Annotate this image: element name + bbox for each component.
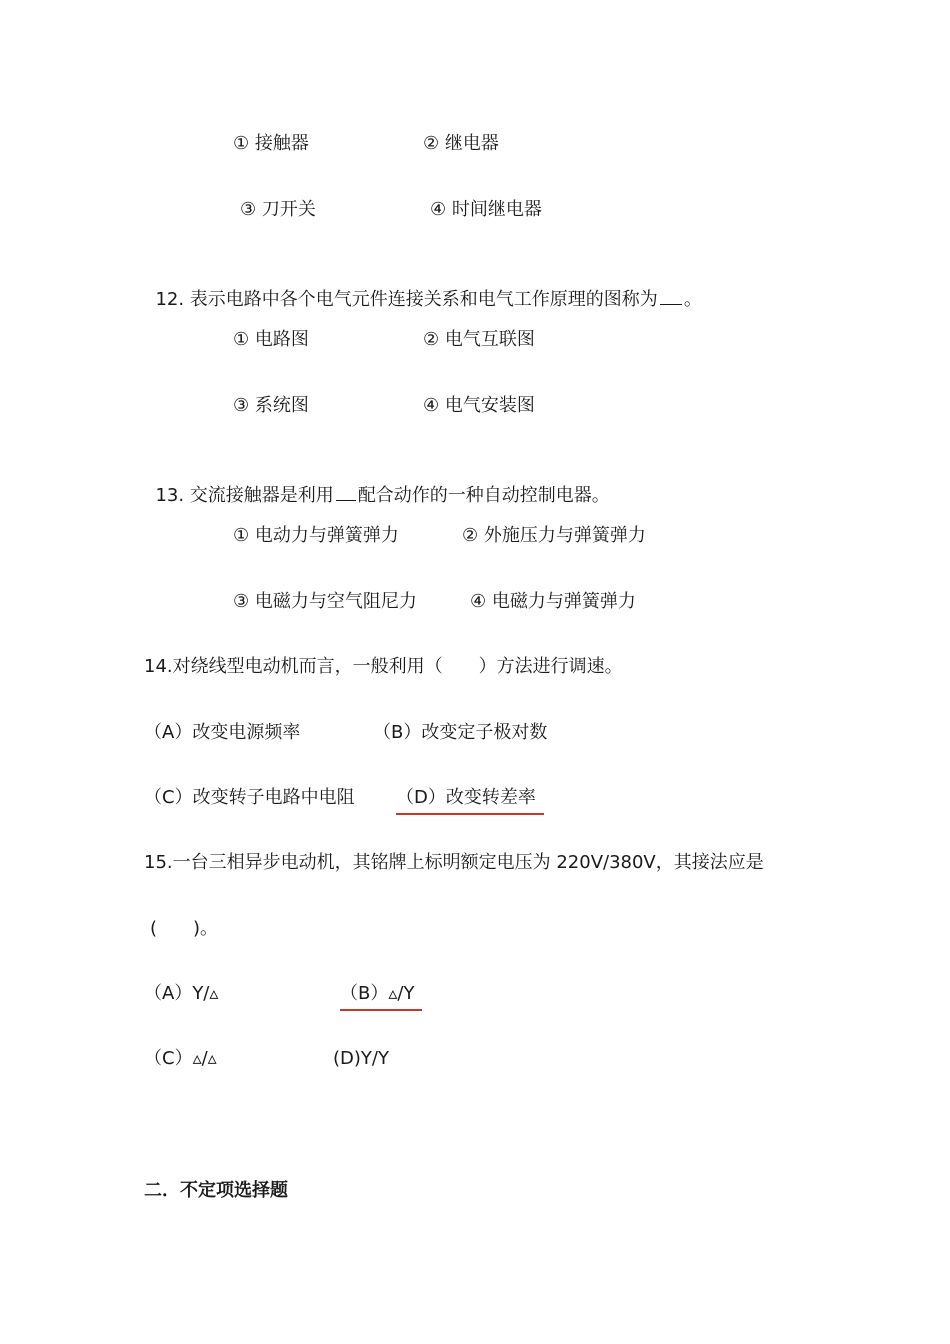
q13-option-1: ① 电动力与弹簧弹力 [233,525,399,546]
q14-option-a: （A）改变电源频率 [144,722,301,743]
q14-stem: 14.对绕线型电动机而言，一般利用（ ）方法进行调速。 [144,656,623,677]
q14-option-b: （B）改变定子极对数 [373,722,548,743]
q12-option-2: ② 电气互联图 [423,329,535,350]
q12-option-3: ③ 系统图 [233,395,309,416]
q13-answer-blank [336,482,356,501]
q15-option-d: (D)Y/Y [333,1048,389,1069]
q11-option-3: ③ 刀开关 [240,199,316,220]
q15-stem-continued: ( )。 [150,918,219,939]
q15-option-a: （A）Y/▵ [144,983,219,1004]
q15-answer-underline [340,1009,422,1011]
q15-option-b: （B）▵/Y [340,983,415,1004]
q15-option-c: （C）▵/▵ [144,1048,217,1069]
q14-option-c: （C）改变转子电路中电阻 [144,787,355,808]
q13-option-4: ④ 电磁力与弹簧弹力 [470,591,636,612]
q12-option-4: ④ 电气安装图 [423,395,535,416]
q13-stem [144,460,610,507]
q12-stem-text: 12. 表示电路中各个电气元件连接关系和电气工作原理的图称为 [155,289,658,310]
q13-option-3: ③ 电磁力与空气阻尼力 [233,591,417,612]
q12-stem [144,264,702,311]
q14-option-d: （D）改变转差率 [396,787,536,808]
q11-option-2: ② 继电器 [423,133,499,154]
q11-option-1: ① 接触器 [233,133,309,154]
q12-option-1: ① 电路图 [233,329,309,350]
q11-option-4: ④ 时间继电器 [430,199,542,220]
q14-answer-underline [396,813,544,815]
q13-option-2: ② 外施压力与弹簧弹力 [462,525,646,546]
q12-answer-blank [660,286,682,305]
section-heading: 二．不定项选择题 [144,1180,288,1201]
q13-stem-text: 13. 交流接触器是利用 [155,485,334,506]
q15-stem: 15.一台三相异步电动机，其铭牌上标明额定电压为 220V/380V，其接法应是 [144,852,764,873]
q12-stem-end: 。 [683,289,702,310]
q13-stem-end: 配合动作的一种自动控制电器。 [357,485,610,506]
